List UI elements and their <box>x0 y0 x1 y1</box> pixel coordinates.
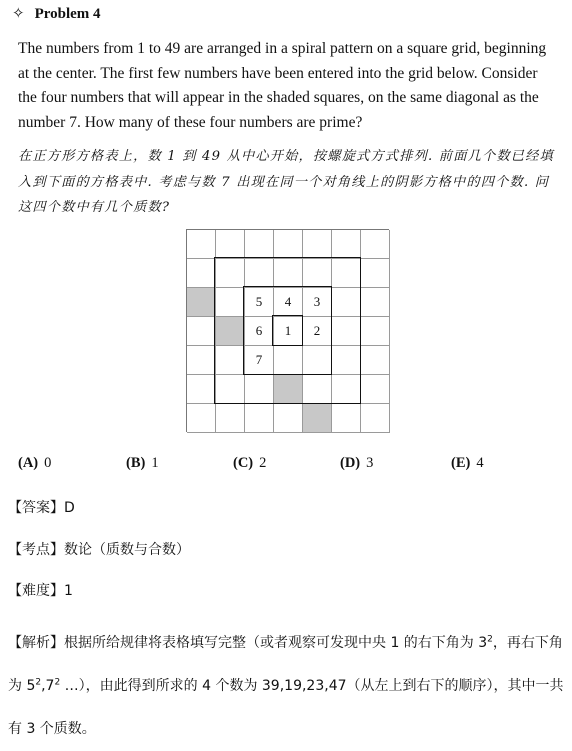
choice-value: 3 <box>366 455 374 471</box>
grid-cell <box>332 317 361 346</box>
difficulty-value: 1 <box>64 583 73 599</box>
grid-cell: 7 <box>245 346 274 375</box>
problem-text-english: The numbers from 1 to 49 are arranged in a spiral pattern on a square grid, beginning at the center. The first few numbers have been entered into the grid below. Consider the four numbers that will appear in the shaded squares, on the same diagonal as the number 7. How many of these four numbers are prime? <box>18 40 547 131</box>
spiral-grid <box>186 229 389 432</box>
grid-cell <box>332 259 361 288</box>
grid-cell <box>274 346 303 375</box>
grid-cell <box>274 404 303 433</box>
shaded-cell <box>303 404 332 433</box>
analysis-label: 【解析】 <box>8 635 64 651</box>
grid-cell: 5 <box>245 288 274 317</box>
shaded-cell <box>187 288 216 317</box>
answer-choices <box>18 455 558 475</box>
analysis-paragraph <box>8 622 564 751</box>
grid-cell: 2 <box>303 317 332 346</box>
grid-cell <box>303 375 332 404</box>
grid-cell <box>274 230 303 259</box>
choice-label: (E) <box>451 455 471 471</box>
choice-a[interactable] <box>18 455 51 472</box>
grid-cell: 1 <box>274 317 303 346</box>
choice-b[interactable] <box>126 455 159 472</box>
grid-cell <box>187 317 216 346</box>
topic-line <box>8 539 190 559</box>
grid-cell <box>245 259 274 288</box>
grid-cell <box>361 288 390 317</box>
grid-cell <box>332 404 361 433</box>
grid-cell <box>332 288 361 317</box>
grid-cell <box>303 259 332 288</box>
grid-cell <box>216 288 245 317</box>
choice-label: (C) <box>233 455 254 471</box>
topic-value: 数论（质数与合数） <box>64 542 190 558</box>
grid-cell <box>332 346 361 375</box>
exponent: 2 <box>54 677 61 688</box>
grid-cell <box>274 259 303 288</box>
diamond-icon: ✧ <box>12 6 25 22</box>
difficulty-line <box>8 580 73 600</box>
grid-cell <box>245 230 274 259</box>
problem-title: Problem 4 <box>34 6 101 22</box>
analysis-text: 根据所给规律将表格填写完整（或者观察可发现中央 1 的右下角为 3 <box>64 635 488 651</box>
problem-header <box>12 4 101 23</box>
grid-cell <box>303 230 332 259</box>
answer-line <box>8 497 75 517</box>
shaded-cell <box>216 317 245 346</box>
grid-cell <box>187 230 216 259</box>
choice-e[interactable] <box>451 455 484 472</box>
difficulty-label: 【难度】 <box>8 583 64 599</box>
choice-value: 2 <box>259 455 267 471</box>
grid-cell <box>187 404 216 433</box>
choice-label: (A) <box>18 455 39 471</box>
exponent: 2 <box>487 634 493 645</box>
topic-label: 【考点】 <box>8 542 64 558</box>
grid-cell <box>361 230 390 259</box>
analysis-text: …），由此得到所求的 4 个数为 39,19,23,47（从左上到右下的顺序），其中一共有 3 个质数。 <box>8 678 564 737</box>
grid-cell <box>361 346 390 375</box>
grid-cell <box>187 259 216 288</box>
choice-value: 1 <box>151 455 159 471</box>
grid-cell <box>303 346 332 375</box>
grid-cell: 6 <box>245 317 274 346</box>
grid-cell <box>216 230 245 259</box>
analysis-text: ，再右下角为 5 <box>8 635 563 694</box>
grid-cell <box>187 375 216 404</box>
grid-cell <box>361 317 390 346</box>
grid-cell <box>332 375 361 404</box>
grid-cell <box>245 404 274 433</box>
grid-cell <box>361 259 390 288</box>
grid-cell <box>187 346 216 375</box>
grid-cell <box>361 404 390 433</box>
choice-label: (D) <box>340 455 361 471</box>
choice-c[interactable] <box>233 455 266 472</box>
grid-cell: 4 <box>274 288 303 317</box>
grid-cell <box>361 375 390 404</box>
problem-text-chinese: 在正方形方格表上，数 1 到 49 从中心开始，按螺旋式方式排列. 前面几个数已经填入到下面的方格表中. 考虑与数 7 出现在同一个对角线上的阴影方格中的四个数. 问这四个数中有几个质数? <box>18 149 554 215</box>
choice-value: 0 <box>44 455 52 471</box>
answer-label: 【答案】 <box>8 500 64 516</box>
shaded-cell <box>274 375 303 404</box>
analysis-text: ,7 <box>41 678 55 694</box>
exponent: 2 <box>35 677 42 688</box>
grid-cell <box>216 346 245 375</box>
grid-cell <box>216 404 245 433</box>
choice-d[interactable] <box>340 455 373 472</box>
grid-cell: 3 <box>303 288 332 317</box>
choice-label: (B) <box>126 455 146 471</box>
grid-cell <box>216 375 245 404</box>
answer-value: D <box>64 500 75 516</box>
grid-cell <box>245 375 274 404</box>
grid-cell <box>332 230 361 259</box>
grid-cell <box>216 259 245 288</box>
choice-value: 4 <box>476 455 484 471</box>
